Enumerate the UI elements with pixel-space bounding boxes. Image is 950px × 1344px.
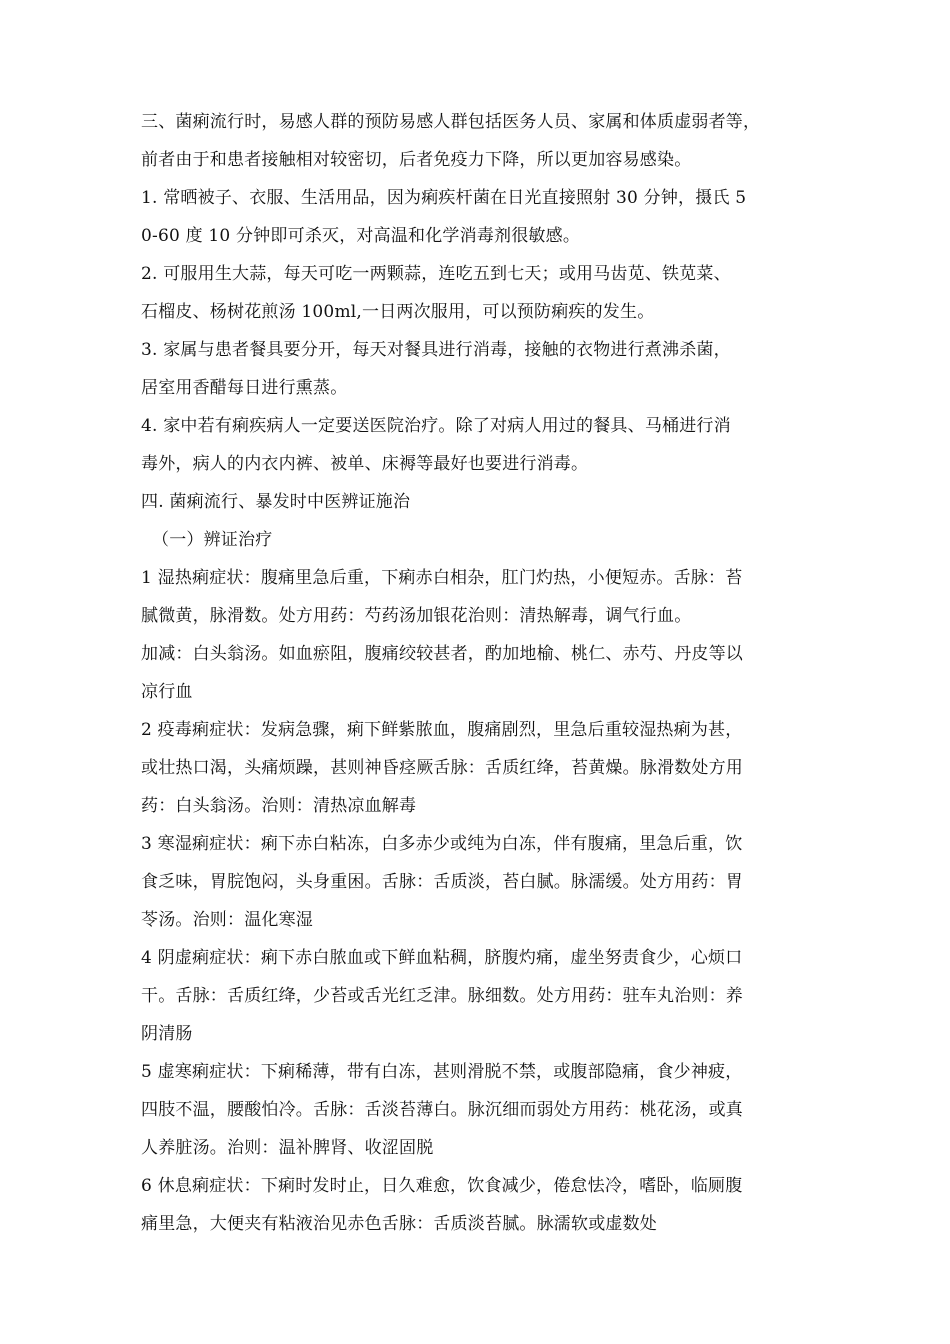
text-line: 苓汤。治则：温化寒湿 [141,910,313,930]
text-line: 腻微黄，脉滑数。处方用药：芍药汤加银花治则：清热解毒，调气行血。 [141,606,692,626]
subsection-heading: （一）辨证治疗 [152,530,273,550]
text-line: 2. 可服用生大蒜，每天可吃一两颗蒜，连吃五到七天；或用马齿苋、铁苋菜、 [141,264,731,284]
text-line: 或壮热口渴，头痛烦躁，甚则神昏痉厥舌脉：舌质红绛，苔黄燥。脉滑数处方用 [141,758,743,778]
text-line: 前者由于和患者接触相对较密切，后者免疫力下降，所以更加容易感染。 [141,150,692,170]
text-line: 4 阴虚痢症状：痢下赤白脓血或下鲜血粘稠，脐腹灼痛，虚坐努责食少，心烦口 [141,948,743,968]
section-heading: 四. 菌痢流行、暴发时中医辨证施治 [141,492,411,512]
text-line: 4. 家中若有痢疾病人一定要送医院治疗。除了对病人用过的餐具、马桶进行消 [141,416,731,436]
text-line: 凉行血 [141,682,193,702]
text-line: 阴清肠 [141,1024,193,1044]
text-line: 药：白头翁汤。治则：清热凉血解毒 [141,796,417,816]
text-line: 1 湿热痢症状：腹痛里急后重，下痢赤白相杂，肛门灼热，小便短赤。舌脉：苔 [141,568,743,588]
text-line: 三、菌痢流行时，易感人群的预防易感人群包括医务人员、家属和体质虚弱者等， [141,112,761,132]
text-line: 加减：白头翁汤。如血瘀阻，腹痛绞较甚者，酌加地榆、桃仁、赤芍、丹皮等以 [141,644,743,664]
text-line: 毒外，病人的内衣内裤、被单、床褥等最好也要进行消毒。 [141,454,589,474]
text-line: 石榴皮、杨树花煎汤 100ml,一日两次服用，可以预防痢疾的发生。 [141,302,655,322]
text-line: 2 疫毒痢症状：发病急骤，痢下鲜紫脓血，腹痛剧烈，里急后重较湿热痢为甚， [141,720,743,740]
text-line: 人养脏汤。治则：温补脾肾、收涩固脱 [141,1138,434,1158]
text-line: 痛里急，大便夹有粘液治见赤色舌脉：舌质淡苔腻。脉濡软或虚数处 [141,1214,657,1234]
text-line: 四肢不温，腰酸怕冷。舌脉：舌淡苔薄白。脉沉细而弱处方用药：桃花汤，或真 [141,1100,743,1120]
text-line: 6 休息痢症状：下痢时发时止，日久难愈，饮食减少，倦怠怯冷，嗜卧，临厕腹 [141,1176,743,1196]
text-line: 居室用香醋每日进行熏蒸。 [141,378,348,398]
text-line: 0-60 度 10 分钟即可杀灭，对高温和化学消毒剂很敏感。 [141,226,581,246]
text-line: 干。舌脉：舌质红绛，少苔或舌光红乏津。脉细数。处方用药：驻车丸治则：养 [141,986,743,1006]
text-line: 5 虚寒痢症状：下痢稀薄，带有白冻，甚则滑脱不禁，或腹部隐痛，食少神疲， [141,1062,743,1082]
text-line: 3 寒湿痢症状：痢下赤白粘冻，白多赤少或纯为白冻，伴有腹痛，里急后重，饮 [141,834,743,854]
text-line: 1. 常晒被子、衣服、生活用品，因为痢疾杆菌在日光直接照射 30 分钟，摄氏 5 [141,188,747,208]
text-line: 食乏味，胃脘饱闷，头身重困。舌脉：舌质淡，苔白腻。脉濡缓。处方用药：胃 [141,872,743,892]
text-line: 3. 家属与患者餐具要分开，每天对餐具进行消毒，接触的衣物进行煮沸杀菌， [141,340,731,360]
